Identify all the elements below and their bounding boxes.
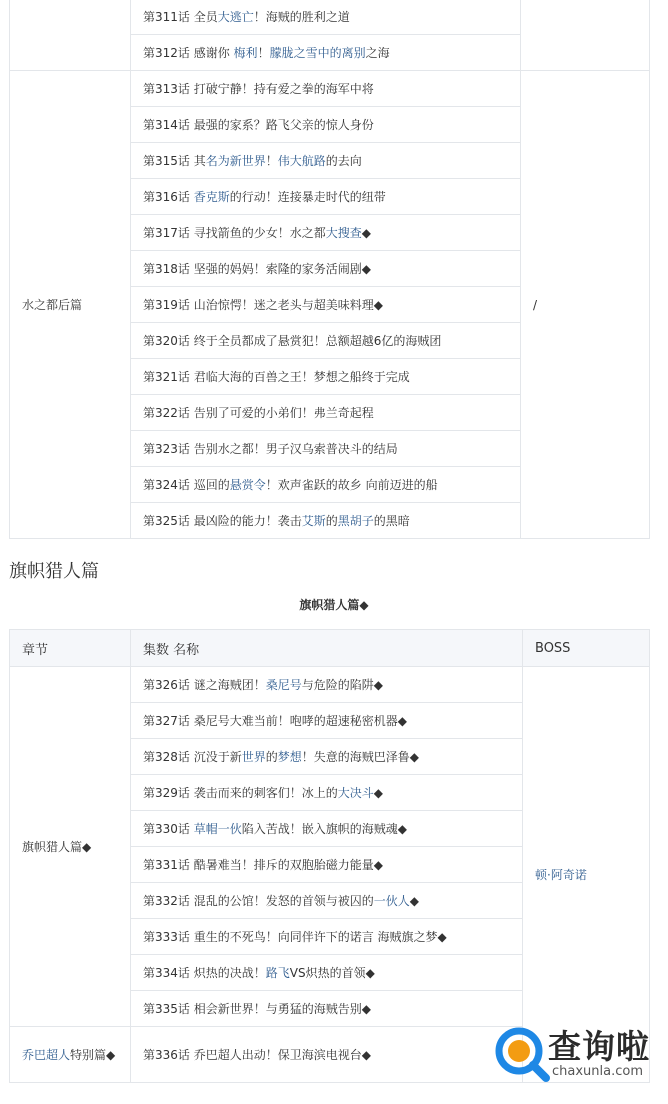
arc-name-cell: 旗帜猎人篇◆ — [10, 667, 131, 1027]
episode-link[interactable]: 梅利 — [233, 46, 258, 60]
episode-text: VS炽热的首领◆ — [289, 966, 375, 980]
episode-text: 的黑暗 — [373, 514, 410, 528]
table-row — [10, 0, 650, 35]
arc-cell-previous — [10, 0, 131, 71]
episode-text: ！ — [257, 46, 270, 60]
episode-link[interactable]: 艾斯 — [301, 514, 326, 528]
arc-suffix: 特别篇◆ — [70, 1047, 116, 1062]
episode-text: 的去向 — [325, 154, 362, 168]
episode-cell — [131, 107, 521, 143]
episode-text: 的 — [265, 750, 278, 764]
episode-text: 第328话 沉没于新 — [143, 750, 242, 764]
boss-cell: / — [521, 71, 650, 539]
episode-link[interactable]: 草帽一伙 — [193, 822, 242, 836]
arc-name-cell — [10, 1027, 131, 1083]
episode-text: 第313话 打破宁静！持有爱之拳的海军中将 — [143, 82, 374, 96]
episode-text: 第331话 酷暑难当！排斥的双胞胎磁力能量◆ — [143, 858, 383, 872]
episode-cell — [131, 179, 521, 215]
episode-table-water7 — [9, 0, 650, 539]
episode-text: 第317话 寻找箭鱼的少女！水之都 — [143, 226, 326, 240]
episode-link[interactable]: 名为新世界 — [205, 154, 266, 168]
episode-text: 第319话 山治惊愕！迷之老头与超美味料理◆ — [143, 298, 383, 312]
episode-text: ◆ — [361, 226, 371, 240]
episode-text: 第329话 袭击而来的刺客们！冰上的 — [143, 786, 338, 800]
episode-cell — [131, 667, 523, 703]
table-caption: 旗帜猎人篇◆ — [299, 598, 369, 612]
episode-link[interactable]: 大逃亡 — [217, 10, 254, 24]
episode-text: 第326话 谜之海贼团！ — [143, 678, 266, 692]
episode-text: 陷入苦战！嵌入旗帜的海贼魂◆ — [241, 822, 407, 836]
episode-cell — [131, 955, 523, 991]
episode-link[interactable]: 朦胧之雪中的离别 — [269, 46, 366, 60]
magnifier-logo-icon — [492, 1024, 552, 1084]
boss-cell-previous — [521, 0, 650, 71]
episode-text: 第333话 重生的不死鸟！向同伴许下的诺言 海贼旗之梦◆ — [143, 930, 447, 944]
episode-text: 的行动！连接暴走时代的纽带 — [229, 190, 386, 204]
table-header-row — [10, 630, 650, 667]
episode-cell — [131, 431, 521, 467]
episode-cell — [131, 847, 523, 883]
episode-cell — [131, 991, 523, 1027]
episode-link[interactable]: 梦想 — [277, 750, 302, 764]
episode-text: 第322话 告别了可爱的小弟们！弗兰奇起程 — [143, 406, 374, 420]
episode-link[interactable]: 世界 — [241, 750, 266, 764]
column-header-episode: 集数 名称 — [131, 630, 523, 667]
episode-cell — [131, 71, 521, 107]
episode-table-flag-hunter — [9, 629, 650, 1083]
episode-text: 的 — [325, 514, 338, 528]
episode-text: 第327话 桑尼号大难当前！咆哮的超速秘密机器◆ — [143, 714, 407, 728]
episode-text: 第325话 最凶险的能力！袭击 — [143, 514, 302, 528]
episode-text: 第324话 巡回的 — [143, 478, 230, 492]
episode-link[interactable]: 大决斗 — [337, 786, 374, 800]
episode-text: 第318话 坚强的妈妈！索隆的家务活闹剧◆ — [143, 262, 371, 276]
episode-link[interactable]: 路飞 — [265, 966, 290, 980]
section-heading: 旗帜猎人篇 — [9, 561, 99, 582]
episode-text: ◆ — [373, 786, 383, 800]
watermark-url: chaxunla.com — [552, 1064, 643, 1079]
arc-link[interactable]: 乔巴超人 — [22, 1047, 71, 1062]
episode-cell — [131, 467, 521, 503]
episode-text: 第320话 终于全员都成了悬赏犯！总额超越6亿的海贼团 — [143, 334, 442, 348]
episode-cell — [131, 323, 521, 359]
episode-cell — [131, 739, 523, 775]
episode-link[interactable]: 悬赏令 — [229, 478, 266, 492]
table-row — [10, 71, 650, 107]
episode-cell — [131, 775, 523, 811]
episode-text: 第312话 感谢你 — [143, 46, 234, 60]
column-header-chapter: 章节 — [10, 630, 131, 667]
episode-cell: 第336话 乔巴超人出动！保卫海滨电视台◆ — [131, 1027, 523, 1083]
episode-text: 之海 — [365, 46, 390, 60]
episode-text: 第315话 其 — [143, 154, 206, 168]
episode-text: 第311话 全员 — [143, 10, 218, 24]
episode-text: 第323话 告别水之都！男子汉乌索普决斗的结局 — [143, 442, 398, 456]
episode-link[interactable]: 黑胡子 — [337, 514, 374, 528]
episode-text: ◆ — [409, 894, 419, 908]
episode-link[interactable]: 一伙人 — [373, 894, 410, 908]
episode-cell — [131, 0, 521, 35]
table-row — [10, 667, 650, 703]
episode-cell — [131, 703, 523, 739]
episode-cell — [131, 503, 521, 539]
episode-cell — [131, 811, 523, 847]
episode-cell — [131, 359, 521, 395]
episode-text: 与危险的陷阱◆ — [301, 678, 383, 692]
episode-cell — [131, 883, 523, 919]
episode-text: 第330话 — [143, 822, 194, 836]
episode-cell — [131, 251, 521, 287]
episode-cell — [131, 287, 521, 323]
episode-link[interactable]: 香克斯 — [193, 190, 230, 204]
episode-cell — [131, 143, 521, 179]
episode-cell — [131, 395, 521, 431]
episode-text: 第335话 相会新世界！与勇猛的海贼告别◆ — [143, 1002, 371, 1016]
episode-text: 第314话 最强的家系？路飞父亲的惊人身份 — [143, 118, 374, 132]
episode-text: ！欢声雀跃的故乡 向前迈进的船 — [265, 478, 438, 492]
boss-link[interactable]: 顿·阿奇诺 — [535, 868, 587, 882]
episode-text: 第334话 炽热的决战！ — [143, 966, 266, 980]
episode-link[interactable]: 大搜查 — [325, 226, 362, 240]
episode-text: 第332话 混乱的公馆！发怒的首领与被囚的 — [143, 894, 374, 908]
episode-text: ！ — [265, 154, 278, 168]
episode-link[interactable]: 伟大航路 — [277, 154, 326, 168]
episode-cell — [131, 919, 523, 955]
episode-link[interactable]: 桑尼号 — [265, 678, 302, 692]
episode-cell — [131, 35, 521, 71]
episode-cell — [131, 215, 521, 251]
episode-text: 第321话 君临大海的百兽之王！梦想之船终于完成 — [143, 370, 410, 384]
episode-text: ！海贼的胜利之道 — [253, 10, 350, 24]
arc-name-cell: 水之都后篇 — [10, 71, 131, 539]
episode-text: 第316话 — [143, 190, 194, 204]
episode-text: ！失意的海贼巴泽鲁◆ — [301, 750, 420, 764]
column-header-boss: BOSS — [523, 630, 650, 667]
watermark-brand: 查询啦 — [548, 1027, 650, 1066]
